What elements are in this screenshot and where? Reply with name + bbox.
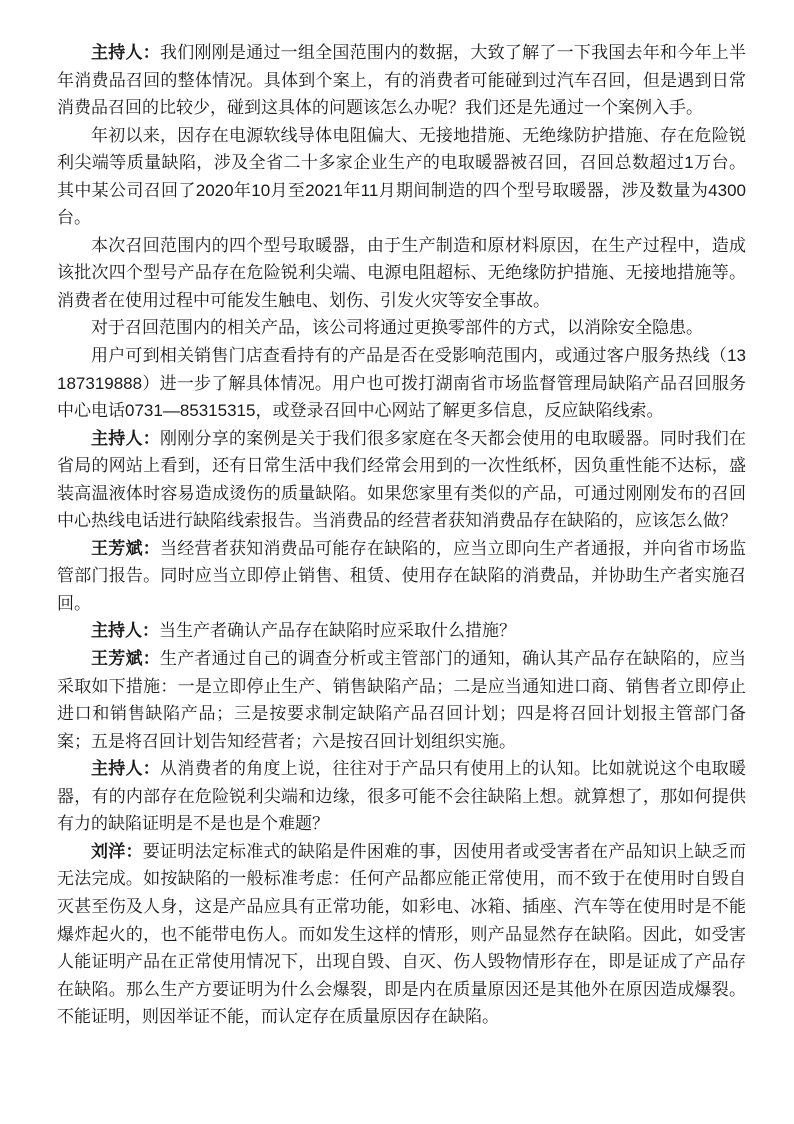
paragraph	[57, 617, 746, 645]
paragraph-text: 当经营者获知消费品可能存在缺陷的，应当立即向生产者通报，并向省市场监管部门报告。同时应当立即停止销售、租赁、使用存在缺陷的消费品，并协助生产者实施召回。	[57, 538, 747, 613]
paragraph-text: 本次召回范围内的四个型号取暖器，由于生产制造和原材料原因，在生产过程中，造成该批次四个型号产品存在危险锐利尖端、电源电阻超标、无绝缘防护措施、无接地措施等。消费者在使用过程中可能发生触电、划伤、引发火灾等安全事故。	[57, 235, 746, 310]
paragraph	[57, 314, 746, 342]
speaker-name: 主持人：	[91, 428, 160, 448]
paragraph	[57, 122, 746, 232]
speaker-name: 主持人：	[91, 759, 160, 779]
paragraph-text: 要证明法定标准式的缺陷是件困难的事，因使用者或受害者在产品知识上缺乏而无法完成。如按缺陷的一般标准考虑：任何产品都应能正常使用，而不致于在使用时自毁自灭甚至伤及人身，这是产品应具有正常功能，如彩电、冰箱、插座、汽车等在使用时是不能爆炸起火的，也不能带电伤人。而如发生这样的情形，则产品显然存在缺陷。因此，如受害人能证明产品在正常使用情况下，出现自毁、自灭、伤人毁物情形存在，即是证成了产品存在缺陷。那么生产方要证明为什么会爆裂，即是内在质量原因还是其他外在原因造成爆裂。不能证明，则因举证不能，而认定存在质量原因存在缺陷。	[57, 841, 747, 1027]
paragraph-text: 当生产者确认产品存在缺陷时应采取什么措施？	[159, 621, 516, 641]
paragraph	[57, 232, 746, 315]
paragraph	[57, 425, 746, 535]
transcript-body	[57, 39, 746, 1031]
speaker-name: 王芳斌：	[91, 649, 160, 669]
paragraph	[57, 838, 746, 1031]
paragraph	[57, 342, 746, 425]
speaker-name: 刘洋：	[91, 841, 143, 861]
paragraph	[57, 535, 746, 618]
paragraph-text: 用户可到相关销售门店查看持有的产品是否在受影响范围内，或通过客户服务热线（13187319888）进一步了解具体情况。用户也可拨打湖南省市场监督管理局缺陷产品召回服务中心电话0731—85315315，或登录召回中心网站了解更多信息，反应缺陷线索。	[57, 346, 746, 421]
paragraph-text: 年初以来，因存在电源软线导体电阻偏大、无接地措施、无绝缘防护措施、存在危险锐利尖端等质量缺陷，涉及全省二十多家企业生产的电取暖器被召回，召回总数超过1万台。其中某公司召回了2020年10月至2021年11月期间制造的四个型号取暖器，涉及数量为4300台。	[57, 125, 746, 228]
speaker-name: 主持人：	[91, 621, 159, 641]
paragraph	[57, 755, 746, 838]
speaker-name: 主持人：	[91, 43, 160, 62]
paragraph-text: 我们刚刚是通过一组全国范围内的数据，大致了解了一下我国去年和今年上半年消费品召回的整体情况。具体到个案上，有的消费者可能碰到过汽车召回，但是遇到日常消费品召回的比较少，碰到这具体的问题该怎么办呢？我们还是先通过一个案例入手。	[57, 43, 747, 118]
paragraph-text: 对于召回范围内的相关产品，该公司将通过更换零部件的方式，以消除安全隐患。	[91, 318, 703, 338]
paragraph	[57, 645, 746, 755]
paragraph-text: 刚刚分享的案例是关于我们很多家庭在冬天都会使用的电取暖器。同时我们在省局的网站上看到，还有日常生活中我们经常会用到的一次性纸杯，因负重性能不达标，盛装高温液体时容易造成烫伤的质量缺陷。如果您家里有类似的产品，可通过刚刚发布的召回中心热线电话进行缺陷线索报告。当消费品的经营者获知消费品存在缺陷的，应该怎么做？	[57, 428, 747, 531]
paragraph	[57, 39, 746, 122]
paragraph-text: 从消费者的角度上说，往往对于产品只有使用上的认知。比如就说这个电取暖器，有的内部存在危险锐利尖端和边缘，很多可能不会往缺陷上想。就算想了，那如何提供有力的缺陷证明是不是也是个难题？	[57, 759, 747, 834]
speaker-name: 王芳斌：	[91, 538, 160, 558]
paragraph-text: 生产者通过自己的调查分析或主管部门的通知，确认其产品存在缺陷的，应当采取如下措施：一是立即停止生产、销售缺陷产品；二是应当通知进口商、销售者立即停止进口和销售缺陷产品；三是按要求制定缺陷产品召回计划；四是将召回计划报主管部门备案；五是将召回计划告知经营者；六是按召回计划组织实施。	[57, 649, 747, 751]
